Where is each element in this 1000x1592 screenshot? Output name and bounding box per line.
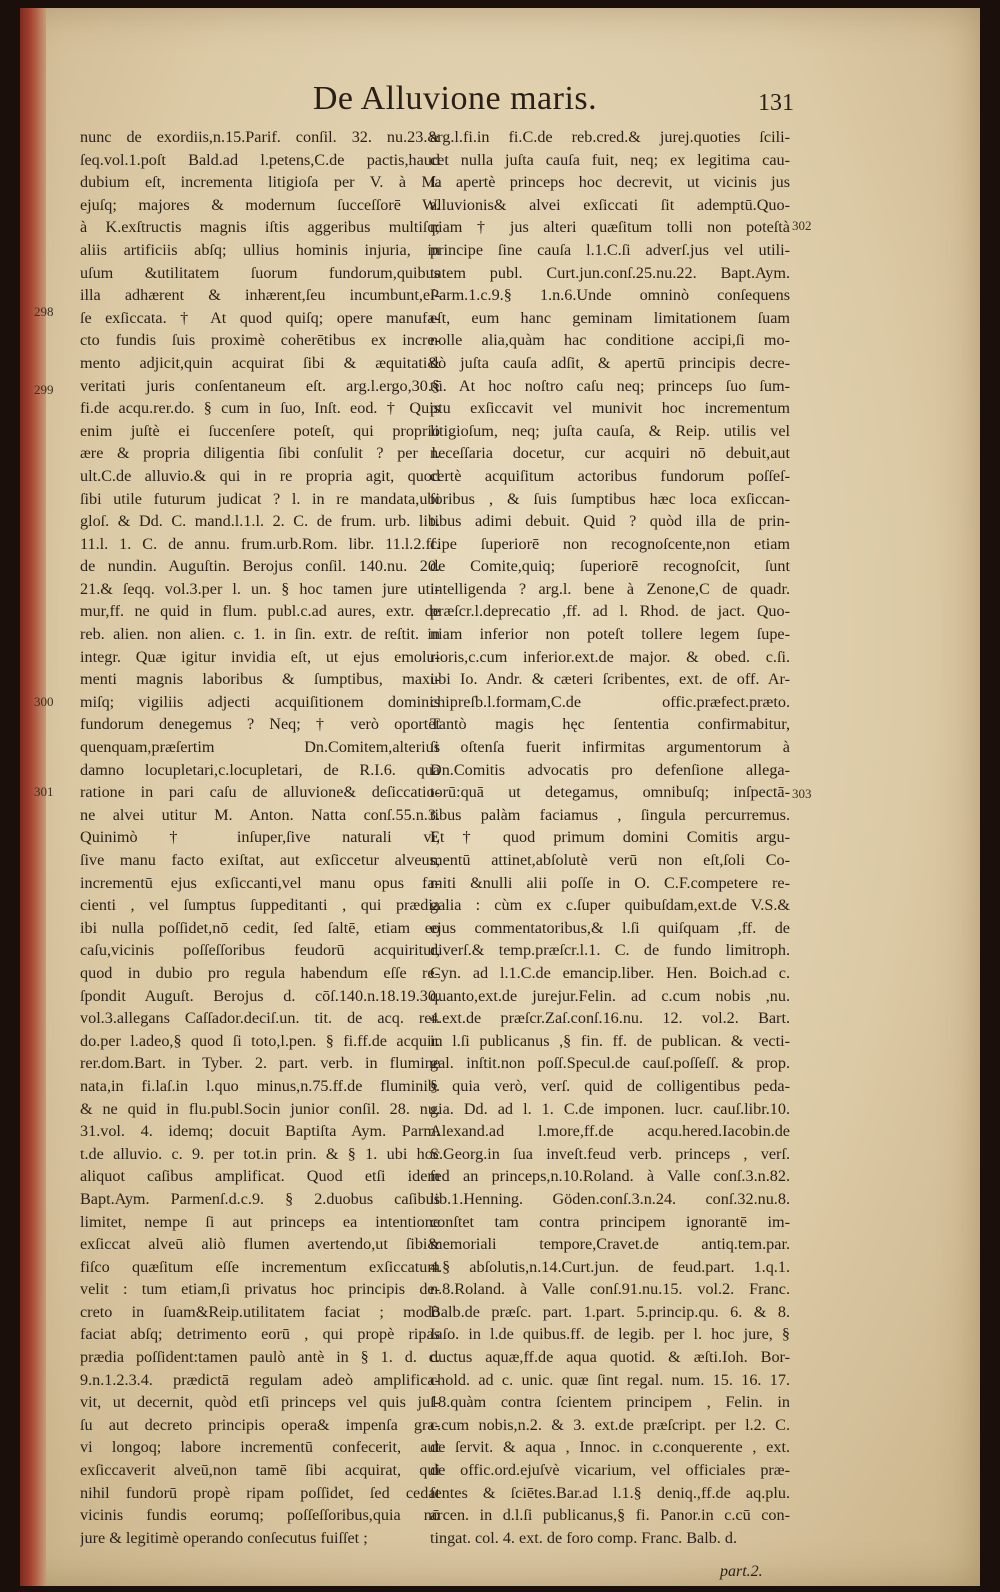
text-line: gloſ. & Dd. C. mand.l.1.l. 2. C. de frum. urb. lib. — [80, 512, 440, 531]
text-line: § quia verò, verſ. quid de colligentibus peda- — [430, 1076, 790, 1095]
text-line: de ſervit. & aqua , Innoc. in c.conquerente , ext. — [430, 1438, 790, 1457]
text-line: n.8.Roland. à Valle conſ.91.nu.15. vol.2. Franc. — [430, 1280, 790, 1299]
text-line: vi longoq; labore incrementū confecerit, aut — [80, 1438, 440, 1457]
text-line: chold. ad c. unic. quæ ſint regal. num. 15. 16. 17. — [430, 1370, 790, 1389]
right-text-column — [430, 126, 790, 1549]
text-line: tatem publ. Curt.jun.conſ.25.nu.22. Bapt.Aym. — [430, 263, 790, 282]
margin-number: 302 — [792, 218, 812, 233]
text-line: tū. At hoc noſtro caſu neq; princeps ſuo ſum- — [430, 376, 790, 395]
text-line: præſcr.l.deprecatio ,ff. ad l. Rhod. de jact. Quo- — [430, 602, 790, 621]
text-line: ptu exſiccavit vel munivit hoc incrementum — [430, 399, 790, 418]
text-line: nihil fundorū propè ripam poſſidet, ſed cedat — [80, 1483, 440, 1502]
text-line: ſed an princeps,n.10.Roland. à Valle conſ.3.n.82. — [430, 1167, 790, 1186]
text-line: quenquam,præſertim Dn.Comitem,alterius — [80, 738, 440, 757]
text-line: 21.& ſeqq. vol.3.per l. un. § hoc tamen jure uti- — [80, 579, 440, 598]
text-line: quod in dubio pro regula habendum eſſe re- — [80, 963, 440, 982]
running-title: De Alluvione maris. — [312, 80, 598, 117]
text-line: quanto,ext.de jurejur.Felin. ad c.cum nobis ,nu. — [430, 986, 790, 1005]
text-line: gal. inſtit.non poſſ.Specul.de cauſ.poſſeſſ. & prop. — [430, 1054, 790, 1073]
text-line: à K.exſtructis magnis iſtis aggeribus multiſq; — [80, 218, 440, 237]
page-number: 131 — [758, 90, 794, 116]
text-line: uſum &utilitatem ſuorum fundorum,quibus — [80, 263, 440, 282]
text-line: Parm.1.c.9.§ 1.n.6.Unde omninò conſequens — [430, 286, 790, 305]
text-line: prædia poſſident:tamen paulò antè in § 1. d. c. — [80, 1348, 440, 1367]
text-line: ſe exſiccata. † At quod quiſq; opere manufa- — [80, 308, 440, 327]
text-line: Balb.de præſc. part. 1.part. 5.princip.qu. 6. & 8. — [430, 1302, 790, 1321]
text-line: & ne quid in flu.publ.Socin junior conſil. 28. nu. — [80, 1099, 440, 1118]
margin-number: 299 — [34, 382, 54, 397]
text-line: 4.ext.de præſcr.Zaſ.conſ.16.nu. 12. vol.2. Bart. — [430, 1009, 790, 1028]
text-line: tibus adimi debuit. Quid ? quòd illa de prin- — [430, 512, 790, 531]
text-line: ſibi utile futurum judicat ? l. in re mandata,ubi — [80, 489, 440, 508]
text-line: Dn.Comitis advocatis pro defenſione allega- — [430, 760, 790, 779]
text-line: ſu aut decreto principis opera& impenſa gra- — [80, 1415, 440, 1434]
text-line: tingat. col. 4. ext. de foro comp. Franc. Balb. d. — [430, 1528, 738, 1547]
text-line: ubi Io. Andr. & cæteri ſcribentes, ext. de off. Ar- — [430, 670, 790, 689]
text-line: miti &nulli alii poſſe in O. C.F.competere re- — [430, 873, 790, 892]
text-line: ſi oſtenſa fuerit infirmitas argumentorum à — [430, 738, 790, 757]
text-line: jure & legitimè operando conſecutus fuiſſet ; — [80, 1528, 368, 1547]
text-line: damno locupletari,c.locupletari, de R.I.6. qua — [80, 760, 440, 779]
text-line: nolle alia,quàm hac conditione accipi,ſi mo- — [430, 331, 790, 350]
text-line: 31.vol. 4. idemq; docuit Baptiſta Aym. Parm. — [80, 1122, 440, 1141]
text-line: ſeq.vol.1.poſt Bald.ad l.petens,C.de pactis,haud — [80, 150, 440, 169]
text-line: ære & propria diligentia ſibi conſulit ? per l. — [80, 444, 440, 463]
text-line: ibi nulla poſſidet,nō cedit, ſed ſaltē, etiam eo — [80, 918, 440, 937]
text-line: ejus commentatoribus,& l.ſi quiſquam ,ff. de — [430, 918, 790, 937]
text-line: ult.C.de alluvio.& qui in re propria agit, quod — [80, 466, 440, 485]
text-line: ratione in pari caſu de alluvione& deſiccatio- — [80, 783, 440, 802]
text-line: S.Georg.in ſua inveſt.feud verb. princeps , verſ. — [430, 1144, 790, 1163]
text-line: fiſco quæſitum eſſe incrementum exſiccatum — [80, 1257, 440, 1276]
text-line: ſpondit Auguſt. Berojus d. cōſ.140.n.18.19.30. — [80, 986, 440, 1005]
text-line: de Comite,quiq; ſuperiorē recognoſcit, ſunt — [430, 557, 790, 576]
text-line: vol.3.allegans Caſſador.deciſ.un. tit. de acq. rer. — [80, 1009, 440, 1028]
text-line: niam inferior non poteſt tollere legem ſupe- — [430, 625, 790, 644]
text-line: incrementū ejus exſiccanti,vel manu opus fa- — [80, 873, 440, 892]
text-line: limitet, nempe ſi aut princeps ea intentione — [80, 1212, 440, 1231]
text-line: veritati juris conſentaneum eſt. arg.l.ergo,30.§ — [80, 376, 440, 395]
text-line: Bapt.Aym. Parmenſ.d.c.9. § 2.duobus caſibus — [80, 1189, 440, 1208]
text-line: tibus palàm faciamus , ſingula percurremus. — [430, 805, 790, 824]
text-line: aliquot caſibus amplificat. Quod etſi idem — [80, 1167, 440, 1186]
text-line: faciat abſq; detrimento eorū , qui propè ripas — [80, 1325, 440, 1344]
text-line: arg.l.fi.in fi.C.de reb.cred.& jurej.quoties ſcili- — [430, 128, 790, 146]
text-line: exſiccat alveū aliò flumen avertendo,ut ſibi& — [80, 1235, 440, 1254]
text-line: nunc de exordiis,n.15.Parif. conſil. 32. nu.23.& — [80, 128, 440, 146]
margin-number: 301 — [34, 784, 54, 799]
text-line: creto in ſuam&Reip.utilitatem faciat ; modò — [80, 1302, 440, 1321]
text-line: litigioſum, neq; juſta cauſa, & Reip. utilis vel — [430, 421, 790, 440]
text-line: memoriali tempore,Cravet.de antiq.tem.par. — [430, 1235, 790, 1254]
text-line: niam † jus alteri quæſitum tolli non poteſtà — [430, 218, 790, 237]
text-line: nata,in fi.laſ.in l.quo minus,n.75.ff.de fluminib. — [80, 1076, 440, 1095]
text-line: fundorum denegemus ? Neq; † verò oportet — [80, 715, 440, 734]
text-line: gia. Dd. ad l. 1. C.de imponen. lucr. cauſ.libr.10. — [430, 1099, 790, 1118]
text-line: ſive manu facto exiſtat, aut exſiccetur alveus, — [80, 851, 440, 869]
book-page — [20, 8, 980, 1586]
text-line: c.cum nobis,n.2. & 3. ext.de præſcript. per l.2. C. — [430, 1415, 790, 1434]
text-line: ejuſq; majores & modernum ſucceſſorē W. — [80, 195, 440, 214]
text-line: galia : cùm ex c.ſuper quibuſdam,ext.de V.S.& — [430, 896, 790, 915]
text-line: alluvionis& alvei exſiccati ſit ademptū.Quo- — [430, 195, 790, 214]
text-line: chipreſb.l.formam,C.de offic.præfect.præto. — [430, 692, 790, 711]
text-line: diverſ.& temp.præſcr.l.1. C. de fundo limitroph. — [430, 941, 790, 960]
text-line: enim juſtè ei ſuccenſere poteſt, qui proprio — [80, 421, 440, 440]
margin-number: 303 — [792, 786, 812, 801]
text-line: Tantò magis hęc ſententia confirmabitur, — [430, 715, 790, 734]
text-line: ne alvei utitur M. Anton. Natta conſ.55.n.3. — [80, 805, 440, 824]
text-line: Quinimò † inſuper,ſive naturali vi, — [80, 828, 440, 847]
text-line: 4.§ abſolutis,n.14.Curt.jun. de feud.part. 1.q.1. — [430, 1257, 790, 1276]
text-line: conſtet tam contra principem ignorantē im- — [430, 1212, 790, 1231]
text-line: fi.de acqu.rer.do. § cum in ſuo, Inſt. eod. † Quis — [80, 399, 440, 418]
left-text-column — [80, 126, 440, 1549]
text-line: 11.l. 1. C. de annu. frum.urb.Rom. libr. 11.l.2.ff. — [80, 534, 440, 553]
text-line: principe ſine cauſa l.1.C.ſi adverſ.jus vel utili- — [430, 240, 790, 259]
text-line: do.per l.adeo,§ quod ſi toto,l.pen. § fi.ff.de acquir. — [80, 1031, 440, 1050]
text-line: velit : tum etiam,ſi privatus hoc principis de- — [80, 1280, 440, 1299]
text-line: ſa apertè princeps hoc decrevit, ut vicinis jus — [430, 173, 790, 192]
text-line: integr. Quæ igitur invidia eſt, ut ejus emolu- — [80, 647, 440, 666]
text-line: ductus aquæ,ff.de aqua quotid. & æſti.Ioh. Bor- — [430, 1348, 790, 1367]
text-line: ſentes & ſciētes.Bar.ad l.1.§ deniq.,ff.de aq.plu. — [430, 1483, 790, 1502]
text-line: Iaſo. in l.de quibus.ff. de legib. per l. hoc jure, § — [430, 1325, 790, 1344]
text-line: caſu,vicinis poſſeſſoribus feudorū acquiritur, — [80, 941, 440, 960]
text-line: aliis artificiis abſq; ullius hominis injuria, in — [80, 240, 440, 259]
text-line: reb. alien. non alien. c. 1. in ſin. extr. de reſtit. in — [80, 625, 440, 644]
text-line: intelligenda ? arg.l. bene à Zenone,C de quadr. — [430, 579, 790, 598]
text-line: ſoribus , & ſuis ſumptibus hæc loca exſiccan- — [430, 489, 790, 508]
text-line: cto fundis ſuis proximè coherētibus ex incre- — [80, 331, 440, 350]
margin-number: 298 — [34, 304, 54, 319]
text-line: mur,ff. ne quid in flum. publ.c.ad aures, extr. de — [80, 602, 440, 621]
text-line: 9.n.1.2.3.4. prædictā regulam adeò amplifica- — [80, 1370, 440, 1389]
text-line: arcen. in d.l.ſi publicanus,§ fi. Panor.in c.cū con- — [430, 1506, 790, 1525]
text-line: vicinis fundis eorumq; poſſeſſoribus,quia nō — [80, 1506, 440, 1525]
text-line: torū:quā ut detegamus, omnibuſq; inſpectā- — [430, 783, 790, 802]
text-line: certè acquiſitum actoribus fundorum poſſeſ- — [430, 466, 790, 485]
text-line: exſiccaverit alveū,non tamē ſibi acquirat, qui — [80, 1461, 440, 1480]
text-line: de nundin. Auguſtin. Berojus conſil. 140.nu. 20. — [80, 557, 440, 576]
text-line: rioris,c.cum inferior.ext.de major. & obed. c.ſi. — [430, 647, 790, 666]
text-line: de offic.ord.ejuſvè vicarium, vel officiales præ- — [430, 1461, 790, 1480]
margin-number: 300 — [34, 694, 54, 709]
text-line: Alexand.ad l.more,ff.de acqu.hered.Iacobin.de — [430, 1122, 790, 1141]
text-line: dò juſta cauſa adſit, & apertū principis decre- — [430, 353, 790, 372]
text-line: cienti , vel ſumptus ſuppeditanti , qui prædia — [80, 896, 440, 915]
text-line: 18.quàm contra ſcientem principem , Felin. in — [430, 1393, 790, 1412]
text-line: Cyn. ad l.1.C.de emancip.liber. Hen. Boich.ad c. — [430, 963, 790, 982]
text-line: neceſſaria docetur, cur acquiri nō debuit,aut — [430, 444, 790, 463]
text-line: illa adhærent & inhærent,ſeu incumbunt,eſ- — [80, 286, 440, 305]
text-line: in l.ſi publicanus ,§ fin. ff. de publican. & vecti- — [430, 1031, 790, 1050]
text-line: miſq; vigiliis adjecti acquiſitionem dominis — [80, 692, 440, 711]
text-line: lib.1.Henning. Göden.conſ.3.n.24. conſ.32.nu.8. — [430, 1189, 790, 1208]
text-line: dubium eſt, incrementa litigioſa per V. à M. — [80, 173, 440, 192]
text-line: menti magnis laboribus & ſumptibus, maxi- — [80, 670, 440, 689]
text-line: t.de alluvio. c. 9. per tot.in prin. & § 1. ubi hoc — [80, 1144, 440, 1163]
text-line: cet nulla juſta cauſa fuit, neq; ex legitima cau- — [430, 150, 790, 169]
text-line: eſt, eum hanc geminam limitationem ſuam — [430, 308, 790, 327]
text-line: Et † quod primum domini Comitis argu- — [430, 828, 790, 847]
text-line: vit, ut decernit, quòd etſi princeps vel quis juſ- — [80, 1393, 440, 1412]
catchword: part.2. — [720, 1563, 763, 1580]
text-line: rer.dom.Bart. in Tyber. 2. part. verb. in flumine — [80, 1054, 440, 1073]
text-line: mento adjicit,quin acquirat ſibi & æquitati& — [80, 353, 440, 372]
text-line: mentū attinet,abſolutè verū non eſt,ſoli Co- — [430, 851, 790, 869]
text-line: cipe ſuperiorē non recognoſcente,non etiam — [430, 534, 790, 553]
